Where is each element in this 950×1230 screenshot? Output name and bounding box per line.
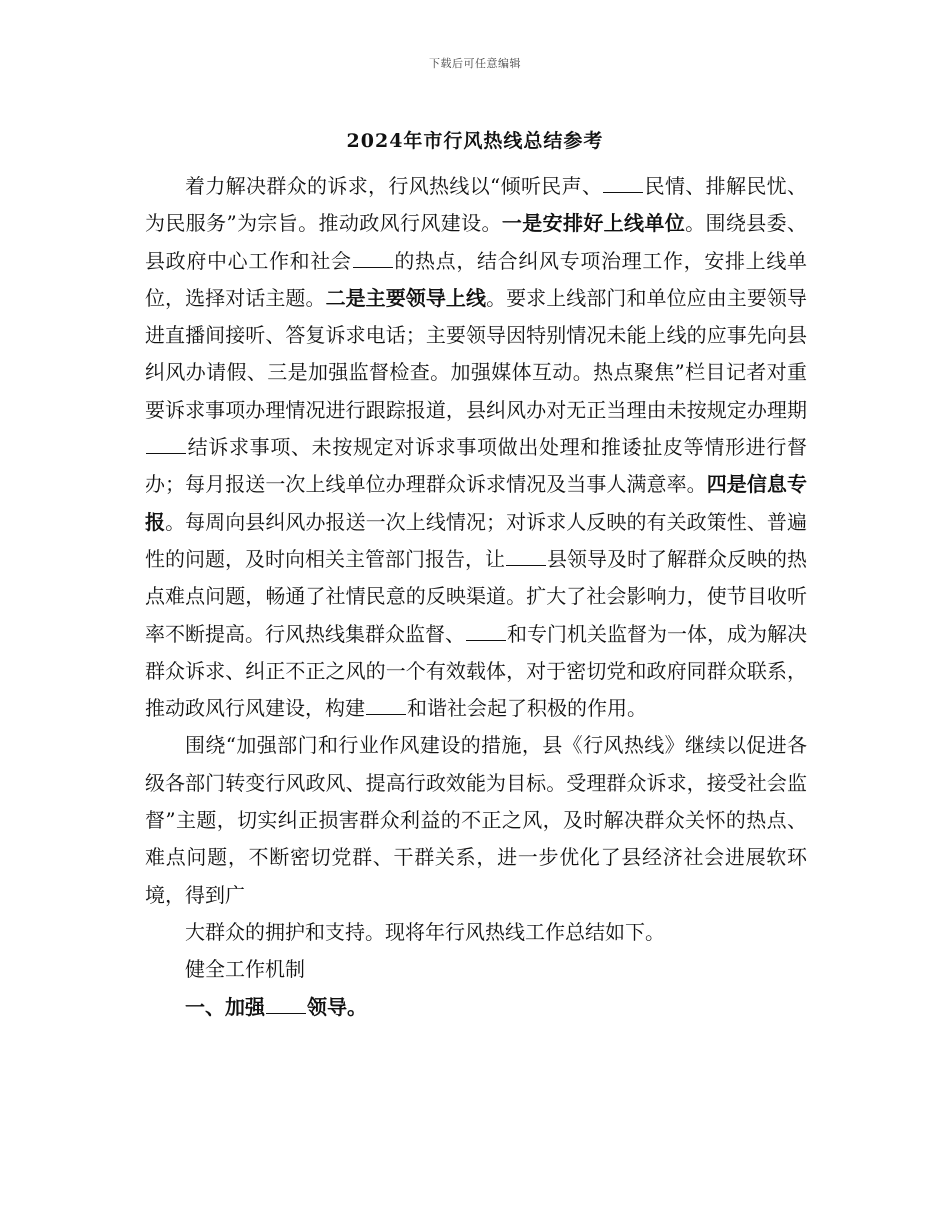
fill-blank [603, 171, 643, 193]
section-heading-1 [145, 989, 807, 1026]
p1-text-5: 。要求上线部门和单位应由主要领导进直播间接听、答复诉求电话；主要领导因特别情况未能上线的应事先向县纠风办请假、三是加强监督检查。加强媒体互动。热点聚焦”栏目记者对重要诉求事项办理情况进行跟踪报道，县纠风办对无正当理由未按规定办理期 [145, 285, 807, 422]
heading-text-1: 一、加强 [185, 994, 265, 1019]
fill-blank [366, 693, 406, 715]
p1-text-1: 着力解决群众的诉求，行风热线以“倾听民声、 [185, 174, 603, 198]
fill-blank [146, 432, 186, 454]
fill-blank [266, 992, 306, 1014]
p1-text-7: 。每周向县纠风办报送一次上线情况；对诉求人反映的有关政策性、普遍性的问题，及时向相关主管部门报告，让 [145, 509, 807, 571]
paragraph-4: 健全工作机制 [185, 957, 305, 982]
fill-blank [506, 544, 546, 566]
p1-text-3: 。围绕县委、县政府中心工作和社会 [145, 211, 807, 273]
document-title: 2024年市行风热线总结参考 [346, 130, 604, 152]
page-header-note: 下载后可任意编辑 [429, 57, 521, 70]
p1-bold-3: 四是信息专报 [145, 472, 807, 534]
heading-text-2: 领导。 [307, 994, 367, 1019]
fill-blank [466, 619, 506, 641]
paragraph-2: 围绕“加强部门和行业作风建设的措施，县《行风热线》继续以促进各级各部门转变行风政风、提高行政效能为目标。受理群众诉求，接受社会监督”主题，切实纠正损害群众利益的不正之风，及时解决群众关怀的热点、难点问题，不断密切党群、干群关系，进一步优化了县经济社会进展软环境，得到广 [145, 733, 807, 907]
p1-text-9: 和专门机关监督为一体，成为解决群众诉求、纠正不正之风的一个有效载体，对于密切党和政府同群众联系，推动政风行风建设，构建 [145, 621, 807, 721]
p1-text-10: 和谐社会起了积极的作用。 [407, 696, 647, 721]
paragraph-3: 大群众的拥护和支持。现将年行风热线工作总结如下。 [185, 919, 665, 944]
p1-bold-2: 二是主要领导上线 [325, 285, 487, 310]
paragraph-1 [145, 168, 807, 727]
p1-bold-1: 一是安排好上线单位 [501, 211, 686, 236]
document-body [145, 168, 807, 1026]
p1-text-6: 结诉求事项、未按规定对诉求事项做出处理和推诿扯皮等情形进行督办；每月报送一次上线单位办理群众诉求情况及当事人满意率。 [145, 435, 807, 497]
fill-blank [353, 246, 393, 268]
p1-text-8: 县领导及时了解群众反映的热点难点问题，畅通了社情民意的反映渠道。扩大了社会影响力，使节目收听率不断提高。行风热线集群众监督、 [145, 546, 807, 646]
p1-text-4: 的热点，结合纠风专项治理工作，安排上线单位，选择对话主题。 [145, 248, 808, 310]
p1-text-2: 民情、排解民忧、为民服务”为宗旨。推动政风行风建设。 [145, 174, 807, 236]
